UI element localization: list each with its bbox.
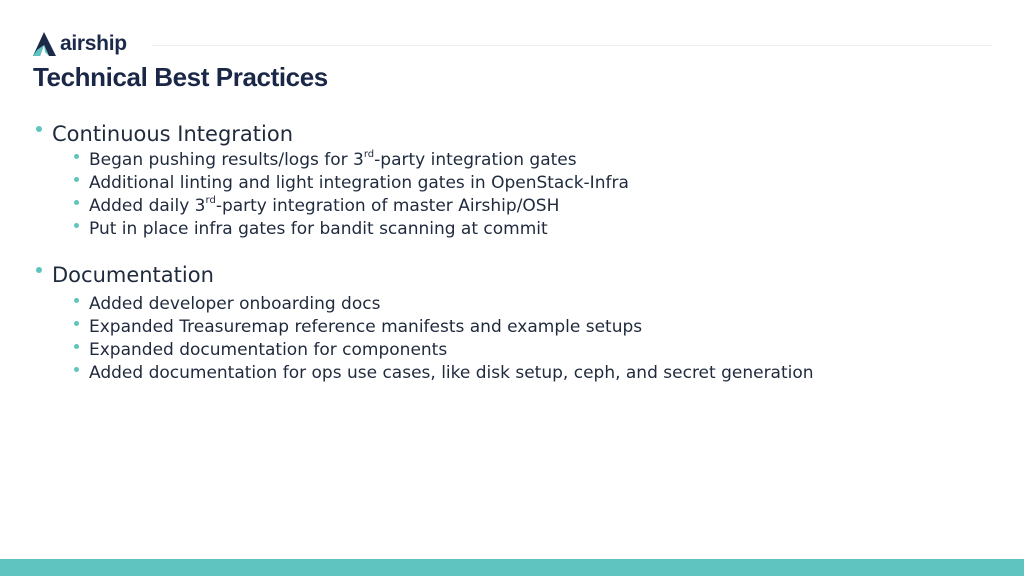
section-heading (36, 120, 629, 148)
list-item (74, 316, 814, 339)
list-item (74, 293, 814, 316)
footer-accent-band (0, 559, 1024, 576)
logo-wordmark: airship (60, 32, 127, 55)
section-documentation (36, 261, 814, 385)
list-item (74, 172, 629, 195)
list-item (74, 339, 814, 362)
list-item-text: Added documentation for ops use cases, like disk setup, ceph, and secret generation (89, 363, 814, 383)
bullet-dot-icon (74, 223, 79, 228)
list-item (74, 195, 629, 218)
list-item (74, 149, 629, 172)
list-item-text: Began pushing results/logs for 3rd-party integration gates (89, 149, 577, 170)
header-divider (152, 45, 992, 46)
section-heading-text: Continuous Integration (52, 122, 293, 146)
bullet-dot-icon (36, 126, 42, 132)
bullet-dot-icon (36, 267, 42, 273)
page-title: Technical Best Practices (33, 62, 328, 92)
list-item-text: Expanded documentation for components (89, 340, 448, 360)
bullet-dot-icon (74, 200, 79, 205)
bullet-dot-icon (74, 321, 79, 326)
bullet-list (36, 149, 629, 241)
list-item-text: Additional linting and light integration gates in OpenStack-Infra (89, 173, 629, 193)
airship-logo-icon (32, 31, 58, 57)
section-heading (36, 261, 814, 289)
section-continuous-integration (36, 120, 629, 241)
list-item-text: Expanded Treasuremap reference manifests and example setups (89, 317, 643, 337)
list-item-text: Put in place infra gates for bandit scanning at commit (89, 219, 548, 239)
superscript: rd (205, 195, 216, 207)
section-heading-text: Documentation (52, 263, 214, 287)
bullet-list (36, 293, 814, 385)
superscript: rd (363, 149, 375, 161)
bullet-dot-icon (74, 177, 79, 182)
list-item-text: Added daily 3rd-party integration of master Airship/OSH (89, 195, 560, 216)
list-item (74, 218, 629, 241)
airship-logo (32, 30, 127, 58)
list-item (74, 362, 814, 385)
list-item-text: Added developer onboarding docs (89, 294, 381, 314)
bullet-dot-icon (74, 344, 79, 349)
bullet-dot-icon (74, 298, 79, 303)
bullet-dot-icon (74, 367, 79, 372)
bullet-dot-icon (74, 154, 79, 159)
